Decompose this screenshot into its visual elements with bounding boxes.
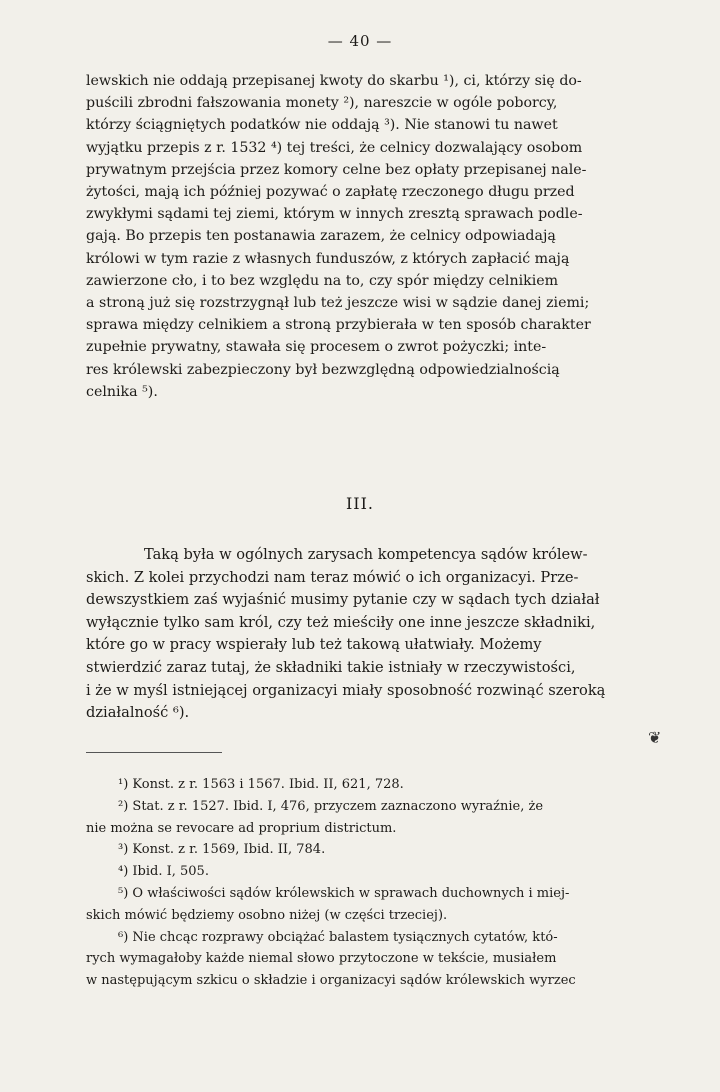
text-line: zawierzone cło, i to bez względu na to, czy spór między celnikiem	[86, 272, 559, 289]
footnote-line: ¹) Konst. z r. 1563 i 1567. Ibid. II, 621, 728.	[118, 777, 404, 792]
text-line: Taką była w ogólnych zarysach kompetencya sądów królew-	[144, 546, 588, 563]
text-line: którzy ściągniętych podatków nie oddają ³). Nie stanowi tu nawet	[86, 117, 558, 134]
footnote-line: w następującym szkicu o składzie i organizacyi sądów królewskich wyrzec	[86, 973, 576, 989]
text-line: działalność ⁶).	[86, 704, 190, 722]
text-line: wyłącznie tylko sam król, czy też mieściły one inne jeszcze składniki,	[86, 613, 596, 631]
footnote-line: ⁶) Nie chcąc rozprawy obciążać balastem tysiącznych cytatów, któ-	[118, 929, 558, 945]
text-line: królowi w tym razie z własnych funduszów, z których zapłacić mają	[86, 250, 570, 267]
footnote-line: ²) Stat. z r. 1527. Ibid. I, 476, przyczem zaznaczono wyraźnie, że	[118, 798, 544, 814]
text-line: lewskich nie oddają przepisanej kwoty do skarbu ¹), ci, którzy się do-	[86, 73, 582, 89]
text-line: stwierdzić zaraz tutaj, że składniki takie istniały w rzeczywistości,	[86, 658, 576, 676]
text-line: res królewski zabezpieczony był bezwzględną odpowiedzialnością	[86, 361, 560, 378]
ink-blot-icon: ❦	[648, 728, 662, 747]
text-line: wyjątku przepis z r. 1532 ⁴) tej treści, że celnicy dozwalający osobom	[86, 139, 583, 156]
text-line: zupełnie prywatny, stawała się procesem o zwrot pożyczki; inte-	[86, 339, 547, 356]
text-line: które go w pracy wspierały lub też takową ułatwiały. Możemy	[86, 636, 542, 654]
text-line: zwykłymi sądami tej ziemi, którym w innych zresztą sprawach podle-	[86, 206, 583, 223]
text-line: a stroną już się rozstrzygnął lub też jeszcze wisi w sądzie danej ziemi;	[86, 295, 590, 312]
text-line: puścili zbrodni fałszowania monety ²), nareszcie w ogóle poborcy,	[86, 95, 558, 112]
text-line: żytości, mają ich później pozywać o zapłatę rzeczonego długu przed	[86, 184, 575, 201]
body-paragraph	[86, 70, 656, 403]
footnote-line: rych wymagałoby każde niemal słowo przytoczone w tekście, musiałem	[86, 951, 557, 967]
text-line: gają. Bo przepis ten postanawia zarazem, że celnicy odpowiadają	[86, 228, 556, 245]
footnote-line: ⁵) O właściwości sądów królewskich w sprawach duchownych i miej-	[118, 885, 570, 901]
text-line: dewszystkiem zaś wyjaśnić musimy pytanie czy w sądach tych działał	[86, 591, 600, 609]
page-number: — 40 —	[327, 32, 393, 50]
footnote-line: ³) Konst. z r. 1569, Ibid. II, 784.	[118, 842, 326, 858]
footnote-line: nie można se revocare ad proprium districtum.	[86, 820, 397, 836]
section-paragraph	[86, 544, 656, 725]
text-line: celnika ⁵).	[86, 383, 158, 400]
text-line: sprawa między celnikiem a stroną przybierała w ten sposób charakter	[86, 317, 591, 334]
footnote-line: skich mówić będziemy osobno niżej (w części trzeciej).	[86, 907, 448, 923]
text-line: skich. Z kolei przychodzi nam teraz mówić o ich organizacyi. Prze-	[86, 568, 579, 586]
footnote-line: ⁴) Ibid. I, 505.	[118, 864, 209, 880]
section-heading: III.	[345, 494, 375, 513]
text-line: i że w myśl istniejącej organizacyi miały sposobność rozwinąć szeroką	[86, 681, 606, 699]
footnotes	[86, 774, 656, 992]
footnote-divider	[86, 752, 222, 753]
text-line: prywatnym przejścia przez komory celne bez opłaty przepisanej nale-	[86, 161, 587, 178]
